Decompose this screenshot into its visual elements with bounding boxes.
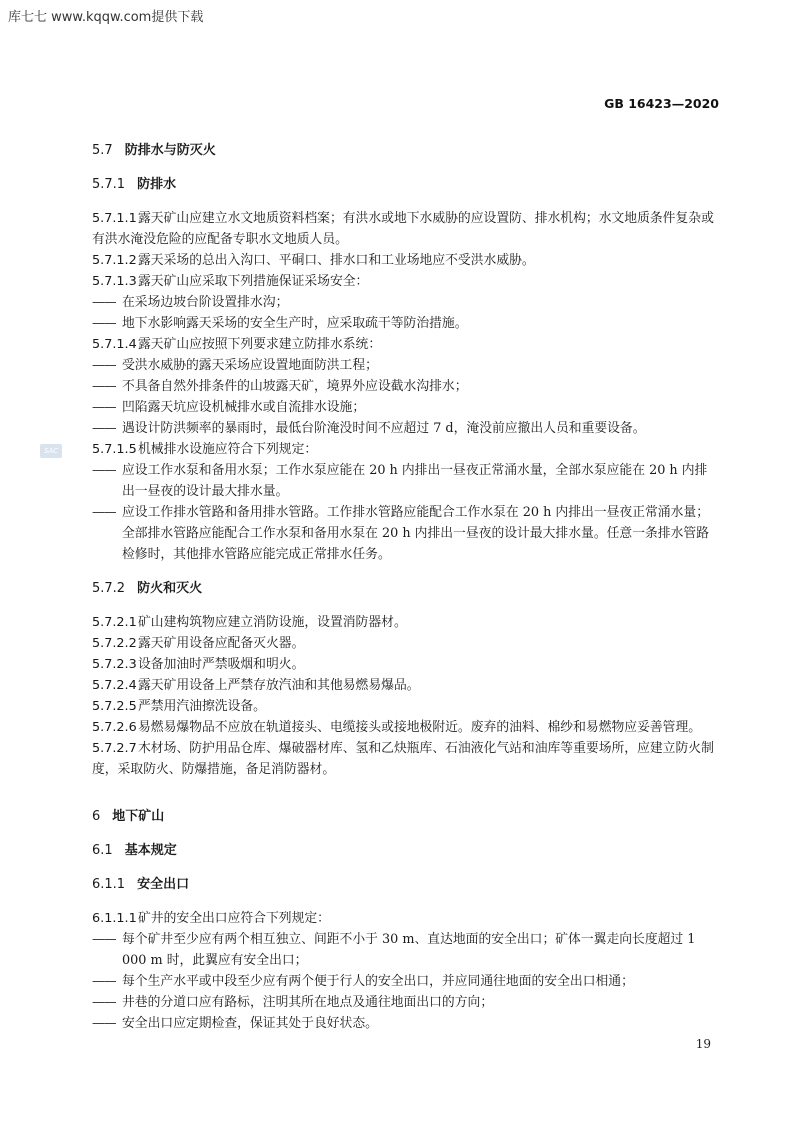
- clause-paragraph: [92, 738, 720, 780]
- clause-paragraph: [92, 717, 720, 738]
- clause-text: 露天矿用设备应配备灭火器。: [138, 636, 305, 651]
- heading-number: 6.1: [92, 843, 113, 858]
- list-item-text: 每个生产水平或中段至少应有两个便于行人的安全出口，并应同通往地面的安全出口相通；: [122, 974, 634, 989]
- clause-text: 露天矿山应按照下列要求建立防排水系统：: [138, 337, 382, 352]
- clause-number: 5.7.1.1: [92, 211, 137, 226]
- clause-number: 5.7.2.3: [92, 657, 137, 672]
- clause-number: 5.7.1.2: [92, 253, 137, 268]
- clause-text: 易燃易爆物品不应放在轨道接头、电缆接头或接地极附近。废弃的油料、棉纱和易燃物应妥善管理。: [138, 720, 702, 735]
- clause-paragraph: [92, 633, 720, 654]
- list-item-text: 每个矿井至少应有两个相互独立、间距不小于 30 m、直达地面的安全出口；矿体一翼走向长度超过 1 000 m 时，此翼应有安全出口；: [122, 932, 696, 968]
- clause-number: 5.7.1.4: [92, 337, 137, 352]
- clause-number: 5.7.2.7: [92, 741, 137, 756]
- list-dash: ——: [92, 463, 116, 478]
- clause-text: 木材场、防护用品仓库、爆破器材库、氢和乙炔瓶库、石油液化气站和油库等重要场所，应建立防火制度，采取防火、防爆措施，备足消防器材。: [92, 741, 714, 777]
- list-item-text: 地下水影响露天采场的安全生产时，应采取疏干等防治措施。: [122, 316, 468, 331]
- list-dash: ——: [92, 379, 116, 394]
- heading-number: 6.1.1: [92, 877, 126, 892]
- clause-text: 露天采场的总出入沟口、平硐口、排水口和工业场地应不受洪水威胁。: [138, 253, 535, 268]
- list-dash: ——: [92, 400, 116, 415]
- clause-number: 5.7.1.3: [92, 274, 137, 289]
- clause-paragraph: [92, 334, 720, 355]
- heading-title: 地下矿山: [112, 809, 165, 824]
- heading-number: 5.7: [92, 143, 113, 158]
- clause-text: 机械排水设施应符合下列规定：: [138, 442, 318, 457]
- list-item: [92, 418, 720, 439]
- heading-number: 5.7.2: [92, 581, 126, 596]
- clause-number: 5.7.2.4: [92, 678, 137, 693]
- list-dash: ——: [92, 932, 116, 947]
- list-item: [92, 460, 720, 502]
- list-item-text: 不具备自然外排条件的山坡露天矿，境界外应设截水沟排水；: [122, 379, 468, 394]
- standard-code: GB 16423—2020: [604, 96, 719, 111]
- list-item-text: 应设工作排水管路和备用排水管路。工作排水管路应能配合工作水泵在 20 h 内排出一昼夜正常涌水量；全部排水管路应能配合工作水泵和备用水泵在 20 h 内排出一昼夜的设计最大排水量。任意一条排水管路检修时，其他排水管路应能完成正常排水任务。: [122, 505, 709, 562]
- section-heading: [92, 578, 720, 599]
- document-body: [92, 140, 720, 1034]
- clause-number: 5.7.2.5: [92, 699, 137, 714]
- clause-text: 矿山建构筑物应建立消防设施，设置消防器材。: [138, 615, 407, 630]
- list-item-text: 在采场边坡台阶设置排水沟；: [122, 295, 289, 310]
- list-item: [92, 971, 720, 992]
- clause-text: 设备加油时严禁吸烟和明火。: [138, 657, 305, 672]
- list-dash: ——: [92, 995, 116, 1010]
- heading-title: 防火和灭火: [137, 581, 203, 596]
- list-item: [92, 313, 720, 334]
- clause-number: 5.7.2.2: [92, 636, 137, 651]
- list-dash: ——: [92, 421, 116, 436]
- clause-text: 露天矿山应建立水文地质资料档案；有洪水或地下水威胁的应设置防、排水机构；水文地质条件复杂或有洪水淹没危险的应配备专职水文地质人员。: [92, 211, 714, 247]
- clause-paragraph: [92, 908, 720, 929]
- list-item: [92, 929, 720, 971]
- clause-paragraph: [92, 208, 720, 250]
- heading-title: 防排水与防灭火: [124, 143, 216, 158]
- side-logo-mark: SAC: [40, 444, 62, 458]
- chapter-heading: [92, 806, 720, 827]
- list-item-text: 安全出口应定期检查，保证其处于良好状态。: [122, 1016, 378, 1031]
- list-dash: ——: [92, 505, 116, 520]
- page-number: 19: [695, 1037, 711, 1051]
- list-item: [92, 992, 720, 1013]
- section-heading: [92, 874, 720, 895]
- clause-paragraph: [92, 696, 720, 717]
- list-item-text: 凹陷露天坑应设机械排水或自流排水设施；: [122, 400, 366, 415]
- section-heading: [92, 840, 720, 861]
- section-heading: [92, 174, 720, 195]
- heading-number: 5.7.1: [92, 177, 126, 192]
- clause-paragraph: [92, 612, 720, 633]
- list-item: [92, 397, 720, 418]
- clause-text: 严禁用汽油擦洗设备。: [138, 699, 266, 714]
- clause-number: 5.7.1.5: [92, 442, 137, 457]
- clause-paragraph: [92, 675, 720, 696]
- heading-title: 基本规定: [124, 843, 177, 858]
- list-dash: ——: [92, 358, 116, 373]
- list-dash: ——: [92, 1016, 116, 1031]
- clause-paragraph: [92, 439, 720, 460]
- list-dash: ——: [92, 974, 116, 989]
- clause-number: 6.1.1.1: [92, 911, 137, 926]
- list-item: [92, 376, 720, 397]
- clause-text: 露天矿用设备上严禁存放汽油和其他易燃易爆品。: [138, 678, 420, 693]
- list-item: [92, 292, 720, 313]
- list-item: [92, 355, 720, 376]
- list-item: [92, 502, 720, 565]
- clause-number: 5.7.2.6: [92, 720, 137, 735]
- list-item-text: 受洪水威胁的露天采场应设置地面防洪工程；: [122, 358, 378, 373]
- clause-text: 露天矿山应采取下列措施保证采场安全：: [138, 274, 369, 289]
- watermark-text: 库七七 www.kqqw.com提供下载: [8, 10, 204, 25]
- clause-paragraph: [92, 654, 720, 675]
- heading-title: 防排水: [137, 177, 177, 192]
- clause-paragraph: [92, 271, 720, 292]
- clause-text: 矿井的安全出口应符合下列规定：: [138, 911, 330, 926]
- heading-title: 安全出口: [137, 877, 190, 892]
- heading-number: 6: [92, 809, 101, 824]
- list-item-text: 遇设计防洪频率的暴雨时，最低台阶淹没时间不应超过 7 d，淹没前应撤出人员和重要设备。: [122, 421, 646, 436]
- list-item-text: 井巷的分道口应有路标，注明其所在地点及通往地面出口的方向；: [122, 995, 494, 1010]
- clause-number: 5.7.2.1: [92, 615, 137, 630]
- section-heading: [92, 140, 720, 161]
- clause-paragraph: [92, 250, 720, 271]
- list-item: [92, 1013, 720, 1034]
- list-dash: ——: [92, 295, 116, 310]
- list-item-text: 应设工作水泵和备用水泵；工作水泵应能在 20 h 内排出一昼夜正常涌水量，全部水泵应能在 20 h 内排出一昼夜的设计最大排水量。: [122, 463, 708, 499]
- list-dash: ——: [92, 316, 116, 331]
